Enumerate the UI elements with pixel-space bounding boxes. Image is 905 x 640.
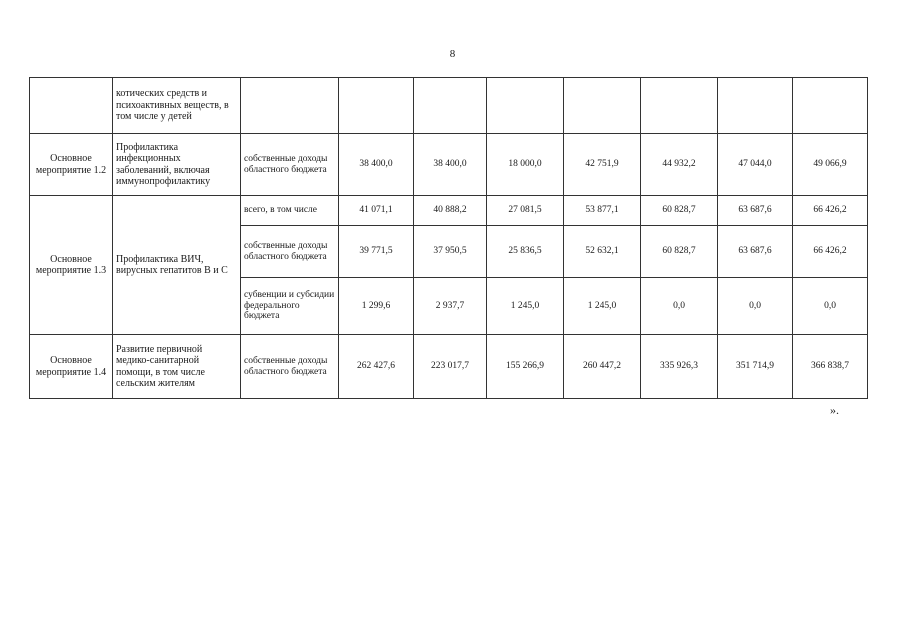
closing-quote-mark: ».	[830, 403, 839, 417]
value-cell: 2 937,7	[414, 278, 487, 335]
value-cell: 0,0	[718, 278, 793, 335]
value-cell: 0,0	[641, 278, 718, 335]
value-cell: 44 932,2	[641, 134, 718, 196]
table-row	[30, 78, 868, 134]
event-name-cell: Профилактика инфекционных заболеваний, включая иммунопрофилактику	[113, 134, 241, 196]
funding-source-cell: собственные доходы областного бюджета	[241, 134, 339, 196]
event-name-cell: котических средств и психоактивных веществ, в том числе у детей	[113, 78, 241, 134]
value-cell: 25 836,5	[487, 226, 564, 278]
value-cell: 39 771,5	[339, 226, 414, 278]
event-cell: Основное мероприятие 1.2	[30, 134, 113, 196]
value-cell: 47 044,0	[718, 134, 793, 196]
funding-source-cell: субвенции и субсидии федерального бюджета	[241, 278, 339, 335]
value-cell: 18 000,0	[487, 134, 564, 196]
table-row	[30, 134, 868, 196]
value-cell: 41 071,1	[339, 196, 414, 226]
event-cell: Основное мероприятие 1.3	[30, 196, 113, 335]
value-cell: 366 838,7	[793, 335, 868, 399]
value-cell: 38 400,0	[414, 134, 487, 196]
funding-source-cell: всего, в том числе	[241, 196, 339, 226]
value-cell: 335 926,3	[641, 335, 718, 399]
value-cell: 49 066,9	[793, 134, 868, 196]
value-cell: 351 714,9	[718, 335, 793, 399]
value-cell: 60 828,7	[641, 226, 718, 278]
value-cell: 1 245,0	[487, 278, 564, 335]
value-cell	[487, 78, 564, 134]
value-cell: 40 888,2	[414, 196, 487, 226]
value-cell: 27 081,5	[487, 196, 564, 226]
value-cell: 1 299,6	[339, 278, 414, 335]
value-cell: 37 950,5	[414, 226, 487, 278]
funding-source-cell: собственные доходы областного бюджета	[241, 226, 339, 278]
value-cell	[641, 78, 718, 134]
page-number: 8	[449, 48, 456, 60]
value-cell: 223 017,7	[414, 335, 487, 399]
value-cell: 63 687,6	[718, 226, 793, 278]
value-cell: 38 400,0	[339, 134, 414, 196]
value-cell: 0,0	[793, 278, 868, 335]
value-cell: 262 427,6	[339, 335, 414, 399]
value-cell: 66 426,2	[793, 226, 868, 278]
event-cell	[30, 78, 113, 134]
funding-source-cell: собственные доходы областного бюджета	[241, 335, 339, 399]
funding-source-cell	[241, 78, 339, 134]
value-cell: 53 877,1	[564, 196, 641, 226]
table-row	[30, 196, 868, 226]
event-cell: Основное мероприятие 1.4	[30, 335, 113, 399]
value-cell	[414, 78, 487, 134]
value-cell	[793, 78, 868, 134]
budget-table	[29, 77, 868, 399]
value-cell: 1 245,0	[564, 278, 641, 335]
value-cell	[564, 78, 641, 134]
event-name-cell: Профилактика ВИЧ, вирусных гепатитов В и С	[113, 196, 241, 335]
value-cell	[339, 78, 414, 134]
value-cell: 42 751,9	[564, 134, 641, 196]
value-cell: 63 687,6	[718, 196, 793, 226]
value-cell: 155 266,9	[487, 335, 564, 399]
value-cell: 66 426,2	[793, 196, 868, 226]
table-row	[30, 335, 868, 399]
value-cell: 260 447,2	[564, 335, 641, 399]
event-name-cell: Развитие первичной медико-санитарной помощи, в том числе сельским жителям	[113, 335, 241, 399]
value-cell: 60 828,7	[641, 196, 718, 226]
value-cell: 52 632,1	[564, 226, 641, 278]
value-cell	[718, 78, 793, 134]
